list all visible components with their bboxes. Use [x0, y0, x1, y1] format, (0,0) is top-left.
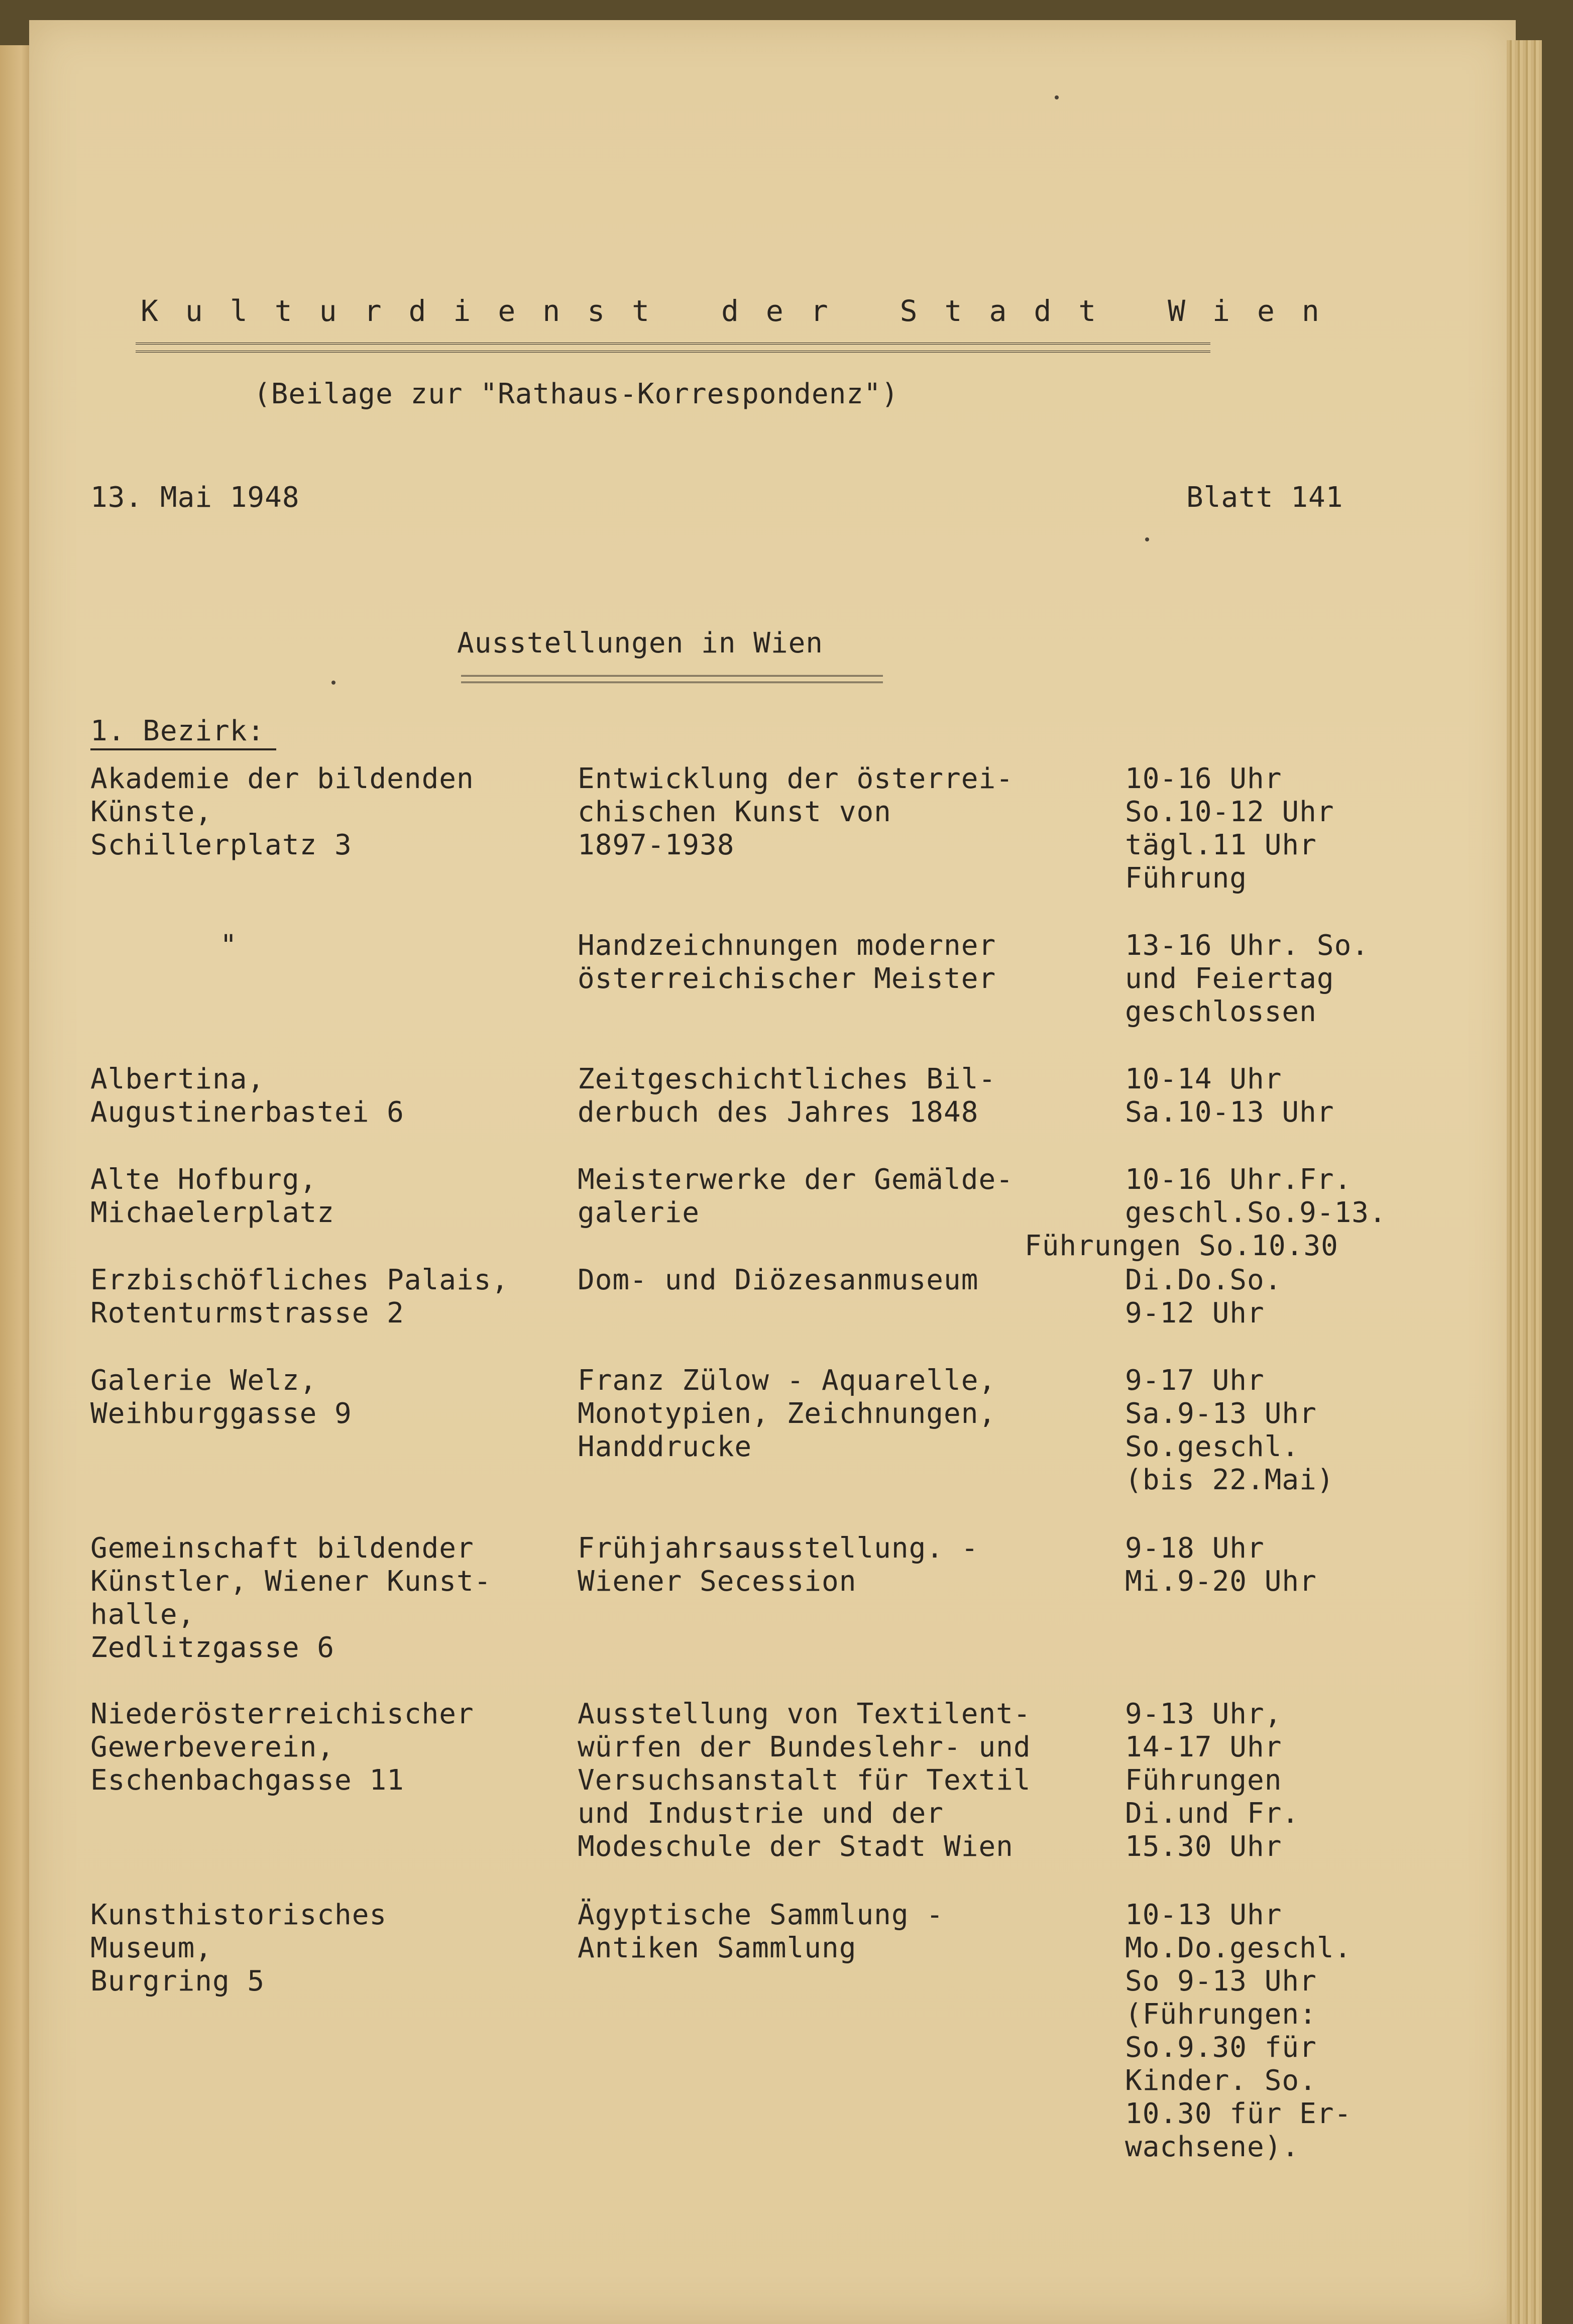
entry-exhibition-line: galerie [578, 1196, 700, 1229]
entry-venue-line: Gemeinschaft bildender [90, 1532, 474, 1565]
entry-venue-line: Alte Hofburg, [90, 1163, 317, 1196]
entry-exhibition-line: Wiener Secession [578, 1565, 857, 1598]
speck [331, 681, 335, 685]
entry-hours-line: Führungen So.10.30 [1025, 1230, 1338, 1262]
section-title-double-rule [461, 675, 883, 683]
entry-hours-line: 9-18 Uhr [1125, 1532, 1265, 1565]
entry-exhibition-line: würfen der Bundeslehr- und [578, 1731, 1031, 1763]
entry-hours-line: So.geschl. [1125, 1430, 1300, 1463]
entry-venue-line: " [220, 929, 238, 962]
entry-hours-line: (bis 22.Mai) [1125, 1464, 1334, 1496]
entry-hours-line: (Führungen: [1125, 1998, 1317, 2031]
entry-hours-line: 10-16 Uhr [1125, 762, 1282, 795]
entry-hours-line: Di.Do.So. [1125, 1264, 1282, 1296]
entry-exhibition-line: chischen Kunst von [578, 796, 891, 828]
entry-venue-line: Galerie Welz, [90, 1364, 317, 1397]
entry-venue-line: Weihburggasse 9 [90, 1397, 352, 1430]
entry-venue-line: Museum, [90, 1932, 213, 1964]
speck [1055, 95, 1059, 99]
entry-hours-line: 14-17 Uhr [1125, 1731, 1282, 1763]
document-subtitle: (Beilage zur "Rathaus-Korrespondenz") [254, 378, 899, 410]
entry-exhibition-line: Monotypien, Zeichnungen, [578, 1397, 996, 1430]
entry-venue-line: Michaelerplatz [90, 1196, 335, 1229]
sheet-number: Blatt 141 [1186, 481, 1343, 514]
entry-exhibition-line: Ägyptische Sammlung - [578, 1899, 944, 1931]
district-heading: 1. Bezirk: [90, 715, 265, 747]
entry-hours-line: Di.und Fr. [1125, 1797, 1300, 1830]
entry-exhibition-line: Handdrucke [578, 1430, 752, 1463]
speck [1145, 537, 1149, 541]
entry-venue-line: Zedlitzgasse 6 [90, 1631, 335, 1664]
entry-exhibition-line: Zeitgeschichtliches Bil- [578, 1063, 996, 1095]
entry-exhibition-line: Dom- und Diözesanmuseum [578, 1264, 979, 1296]
entry-venue-line: Künste, [90, 796, 213, 828]
entry-hours-line: So 9-13 Uhr [1125, 1965, 1317, 1998]
entry-hours-line: wachsene). [1125, 2131, 1300, 2163]
entry-hours-line: So.10-12 Uhr [1125, 796, 1334, 828]
entry-venue-line: Rotenturmstrasse 2 [90, 1297, 404, 1330]
entry-exhibition-line: Modeschule der Stadt Wien [578, 1830, 1014, 1863]
entry-hours-line: Führung [1125, 862, 1248, 895]
entry-hours-line: und Feiertag [1125, 962, 1334, 995]
entry-exhibition-line: österreichischer Meister [578, 962, 996, 995]
entry-venue-line: Niederösterreichischer [90, 1698, 474, 1730]
entry-venue-line: Erzbischöfliches Palais, [90, 1264, 509, 1296]
entry-hours-line: 10-13 Uhr [1125, 1899, 1282, 1931]
document-date: 13. Mai 1948 [90, 481, 300, 514]
entry-hours-line: Führungen [1125, 1764, 1282, 1797]
entry-venue-line: Akademie der bildenden [90, 762, 474, 795]
entry-exhibition-line: Antiken Sammlung [578, 1932, 857, 1964]
entry-exhibition-line: Frühjahrsausstellung. - [578, 1532, 979, 1565]
entry-hours-line: 15.30 Uhr [1125, 1830, 1282, 1863]
entry-venue-line: Augustinerbastei 6 [90, 1096, 404, 1129]
entry-venue-line: Albertina, [90, 1063, 265, 1095]
entry-hours-line: 9-13 Uhr, [1125, 1698, 1282, 1730]
previous-page-edge [0, 45, 30, 2324]
entry-hours-line: 13-16 Uhr. So. [1125, 929, 1370, 962]
entry-hours-line: geschlossen [1125, 995, 1317, 1028]
entry-hours-line: Mi.9-20 Uhr [1125, 1565, 1317, 1598]
entry-venue-line: Künstler, Wiener Kunst- [90, 1565, 492, 1598]
entry-hours-line: Kinder. So. [1125, 2064, 1317, 2097]
entry-exhibition-line: Franz Zülow - Aquarelle, [578, 1364, 996, 1397]
entry-hours-line: 10.30 für Er- [1125, 2097, 1352, 2130]
title-double-rule [136, 343, 1210, 353]
entry-exhibition-line: 1897-1938 [578, 829, 735, 861]
section-title: Ausstellungen in Wien [457, 627, 824, 659]
entry-exhibition-line: Entwicklung der österrei- [578, 762, 1014, 795]
entry-exhibition-line: Ausstellung von Textilent- [578, 1698, 1031, 1730]
entry-exhibition-line: und Industrie und der [578, 1797, 944, 1830]
entry-exhibition-line: derbuch des Jahres 1848 [578, 1096, 979, 1129]
entry-exhibition-line: Meisterwerke der Gemälde- [578, 1163, 1014, 1196]
entry-hours-line: geschl.So.9-13. [1125, 1196, 1387, 1229]
district-underline [90, 748, 276, 750]
entry-hours-line: 9-17 Uhr [1125, 1364, 1265, 1397]
entry-hours-line: Sa.9-13 Uhr [1125, 1397, 1317, 1430]
entry-venue-line: Kunsthistorisches [90, 1899, 387, 1931]
document-title: Kulturdienst der Stadt Wien [141, 294, 1346, 328]
entry-hours-line: 10-14 Uhr [1125, 1063, 1282, 1095]
entry-exhibition-line: Versuchsanstalt für Textil [578, 1764, 1031, 1797]
entry-hours-line: 9-12 Uhr [1125, 1297, 1265, 1330]
page-stack-edge [1507, 40, 1542, 2324]
entry-venue-line: Burgring 5 [90, 1965, 265, 1998]
entry-venue-line: Eschenbachgasse 11 [90, 1764, 404, 1797]
entry-exhibition-line: Handzeichnungen moderner [578, 929, 996, 962]
entry-venue-line: halle, [90, 1598, 195, 1631]
entry-hours-line: Sa.10-13 Uhr [1125, 1096, 1334, 1129]
entry-venue-line: Gewerbeverein, [90, 1731, 335, 1763]
entry-hours-line: tägl.11 Uhr [1125, 829, 1317, 861]
entry-hours-line: So.9.30 für [1125, 2031, 1317, 2064]
entry-hours-line: 10-16 Uhr.Fr. [1125, 1163, 1352, 1196]
entry-hours-line: Mo.Do.geschl. [1125, 1932, 1352, 1964]
entry-venue-line: Schillerplatz 3 [90, 829, 352, 861]
